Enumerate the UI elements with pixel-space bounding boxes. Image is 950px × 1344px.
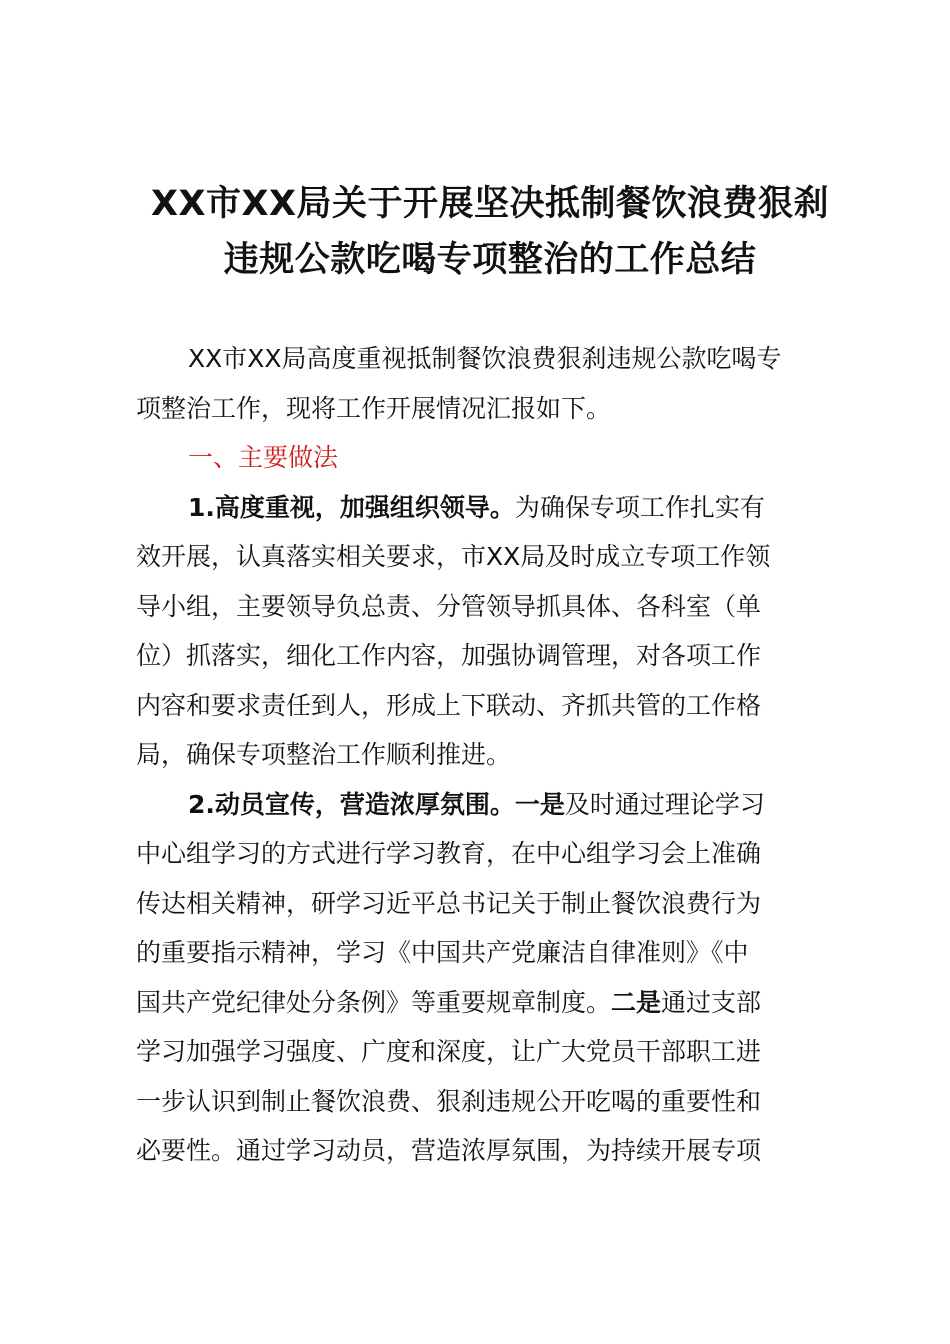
paragraph-line: 项整治工作，现将工作开展情况汇报如下。 bbox=[136, 393, 612, 423]
paragraph-line: 导小组，主要领导负总责、分管领导抓具体、各科室（单 bbox=[136, 591, 762, 621]
paragraph-line bbox=[136, 483, 846, 533]
title-line-2: 违规公款吃喝专项整治的工作总结 bbox=[223, 240, 757, 280]
intro-paragraph bbox=[136, 334, 846, 433]
document-title bbox=[120, 176, 860, 288]
paragraph-line: 一步认识到制止餐饮浪费、狠刹违规公开吃喝的重要性和 bbox=[136, 1086, 762, 1116]
item-1-paragraph bbox=[136, 483, 846, 780]
paragraph-line: 位）抓落实，细化工作内容，加强协调管理，对各项工作 bbox=[136, 641, 762, 670]
paragraph-line: 传达相关精神，研学习近平总书记关于制止餐饮浪费行为 bbox=[136, 888, 762, 918]
paragraph-line: 学习加强学习强度、广度和深度，让广大党员干部职工进 bbox=[136, 1037, 762, 1066]
paragraph-line: XX市XX局高度重视抵制餐饮浪费狠刹违规公款吃喝专 bbox=[188, 344, 782, 373]
paragraph-text: 通过支部 bbox=[661, 987, 762, 1017]
paragraph-line: 局，确保专项整治工作顺利推进。 bbox=[136, 740, 512, 769]
paragraph-line: 必要性。通过学习动员，营造浓厚氛围，为持续开展专项 bbox=[136, 1136, 762, 1165]
title-line-1: XX市XX局关于开展坚决抵制餐饮浪费狠刹 bbox=[151, 184, 829, 224]
item-1-heading: 1.高度重视，加强组织领导。 bbox=[188, 492, 515, 522]
point-marker: 二是 bbox=[611, 987, 662, 1017]
paragraph-line bbox=[136, 978, 846, 1028]
paragraph-text: 为确保专项工作扎实有 bbox=[514, 492, 765, 522]
paragraph-line: 中心组学习的方式进行学习教育，在中心组学习会上准确 bbox=[136, 839, 762, 868]
point-marker: 一是 bbox=[514, 789, 565, 819]
paragraph-line: 内容和要求责任到人，形成上下联动、齐抓共管的工作格 bbox=[136, 690, 762, 720]
paragraph-text: 及时通过理论学习 bbox=[564, 789, 765, 819]
paragraph-line bbox=[136, 780, 846, 830]
paragraph-text: 国共产党纪律处分条例》等重要规章制度。 bbox=[136, 987, 612, 1017]
paragraph-line: 的重要指示精神，学习《中国共产党廉洁自律准则》《中 bbox=[136, 938, 749, 967]
section-heading: 一、主要做法 bbox=[188, 443, 339, 472]
item-2-heading: 2.动员宣传，营造浓厚氛围。 bbox=[188, 789, 515, 819]
document-body bbox=[136, 334, 846, 1176]
item-2-paragraph bbox=[136, 780, 846, 1176]
paragraph-line: 效开展，认真落实相关要求，市XX局及时成立专项工作领 bbox=[136, 542, 771, 571]
